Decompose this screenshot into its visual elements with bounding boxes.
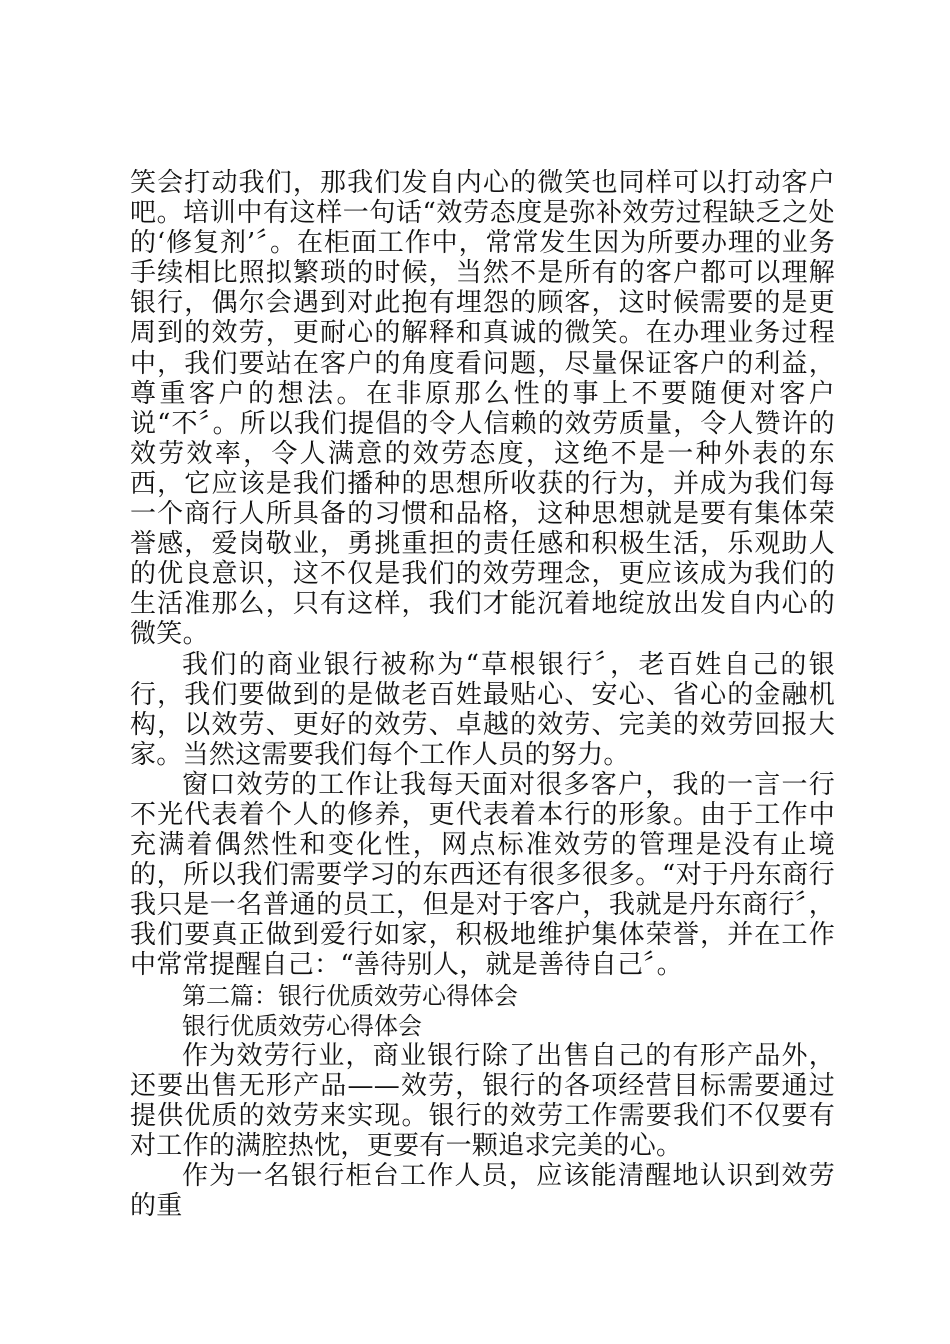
paragraph-5: 作为一名银行柜台工作人员，应该能清醒地认识到效劳的重 [130, 1161, 835, 1222]
section-heading: 第二篇：银行优质效劳心得体会 [182, 981, 518, 1010]
paragraph-4: 作为效劳行业，商业银行除了出售自己的有形产品外，还要出售无形产品——效劳，银行的各项经营目标需要通过提供优质的效劳来实现。银行的效劳工作需要我们不仅要有对工作的满腔热忱，更要有一颗追求完美的心。 [130, 1040, 835, 1161]
paragraph-1: 笑会打动我们，那我们发自内心的微笑也同样可以打动客户吧。培训中有这样一句话“效劳态度是弥补效劳过程缺乏之处的‘修复剂’〞。在柜面工作中，常常发生因为所要办理的业务手续相比照拟繁琐的时候，当然不是所有的客户都可以理解银行，偶尔会遇到对此抱有埋怨的顾客，这时候需要的是更周到的效劳，更耐心的解释和真诚的微笑。在办理业务过程中，我们要站在客户的角度看问题，尽量保证客户的利益，尊重客户的想法。在非原那么性的事上不要随便对客户说“不〞。所以我们提倡的令人信赖的效劳质量，令人赞许的效劳效率，令人满意的效劳态度，这绝不是一种外表的东西，它应该是我们播种的思想所收获的行为，并成为我们每一个商行人所具备的习惯和品格，这种思想就是要有集体荣誉感，爱岗敬业，勇挑重担的责任感和积极生活，乐观助人的优良意识，这不仅是我们的效劳理念，更应该成为我们的生活准那么，只有这样，我们才能沉着地绽放出发自内心的微笑。 [130, 168, 835, 650]
paragraph-2: 我们的商业银行被称为“草根银行〞，老百姓自己的银行，我们要做到的是做老百姓最贴心、安心、省心的金融机构，以效劳、更好的效劳、卓越的效劳、完美的效劳回报大家。当然这需要我们每个工作人员的努力。 [130, 649, 835, 770]
section-subtitle: 银行优质效劳心得体会 [182, 1011, 422, 1040]
document-body [130, 168, 835, 1221]
paragraph-3: 窗口效劳的工作让我每天面对很多客户，我的一言一行不光代表着个人的修养，更代表着本行的形象。由于工作中充满着偶然性和变化性，网点标准效劳的管理是没有止境的，所以我们需要学习的东西还有很多很多。“对于丹东商行我只是一名普通的员工，但是对于客户，我就是丹东商行〞，我们要真正做到爱行如家，积极地维护集体荣誉，并在工作中常常提醒自己：“善待别人，就是善待自己〞。 [130, 769, 835, 981]
